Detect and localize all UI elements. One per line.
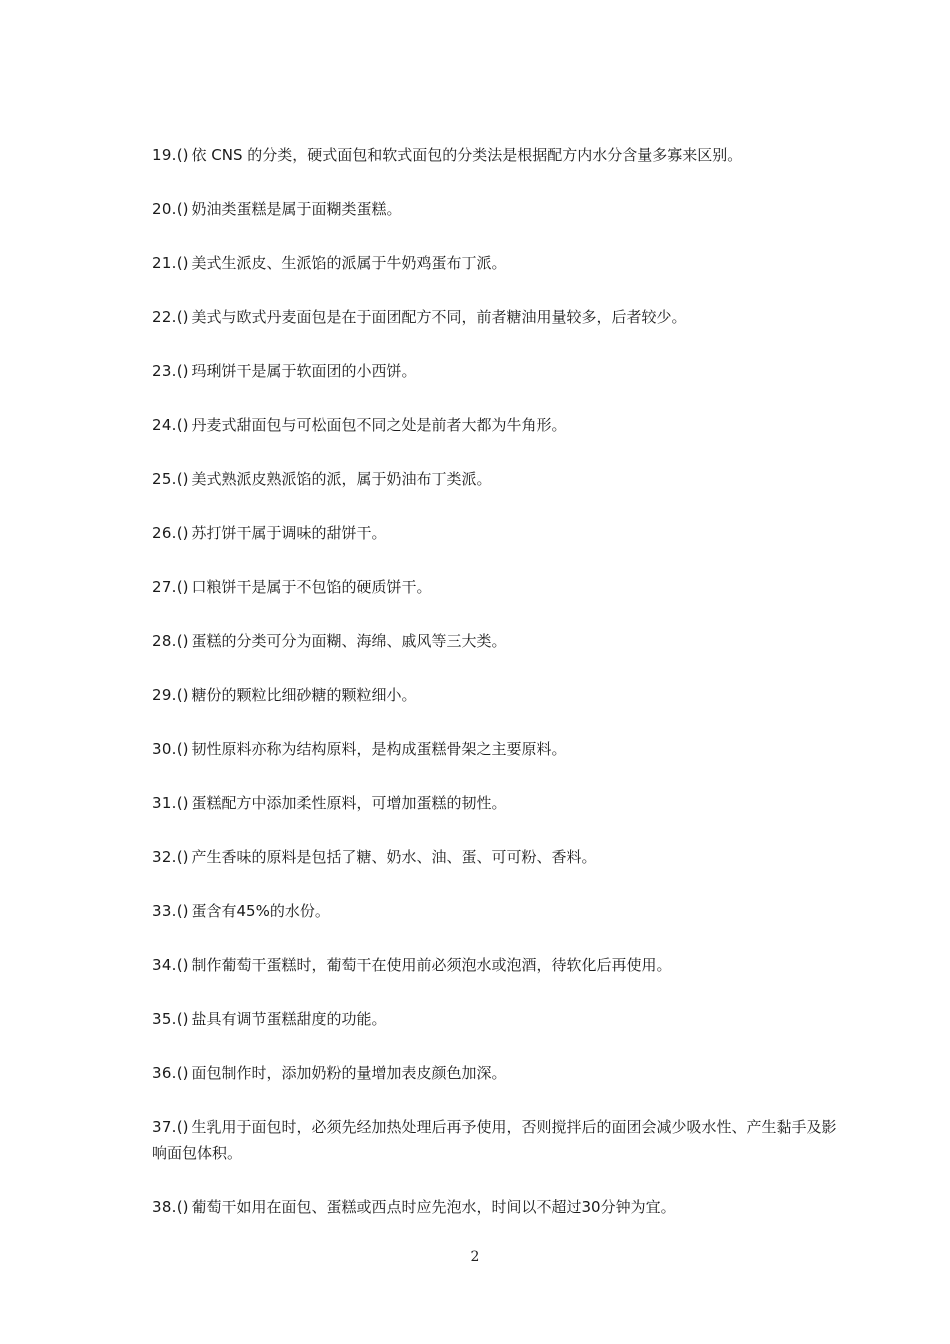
question-text: 盐具有调节蛋糕甜度的功能。 <box>191 1010 387 1028</box>
question-number: 33. <box>152 902 177 920</box>
question-number: 26. <box>152 524 177 542</box>
question-item <box>152 304 842 330</box>
question-number: 31. <box>152 794 177 812</box>
answer-blank: () <box>176 200 189 218</box>
question-number: 28. <box>152 632 177 650</box>
question-text: 丹麦式甜面包与可松面包不同之处是前者大都为牛角形。 <box>191 416 567 434</box>
question-text: 产生香味的原料是包括了糖、奶水、油、蛋、可可粉、香料。 <box>191 848 597 866</box>
question-item <box>152 196 842 222</box>
question-item <box>152 412 842 438</box>
question-item <box>152 574 842 600</box>
question-item <box>152 952 842 978</box>
question-item <box>152 790 842 816</box>
answer-blank: () <box>176 1198 189 1216</box>
question-list <box>152 142 842 1248</box>
answer-blank: () <box>176 1010 189 1028</box>
answer-blank: () <box>176 146 189 164</box>
question-text: 美式生派皮、生派馅的派属于牛奶鸡蛋布丁派。 <box>191 254 507 272</box>
answer-blank: () <box>176 1064 189 1082</box>
question-item <box>152 1060 842 1086</box>
question-number: 37. <box>152 1118 177 1136</box>
question-number: 23. <box>152 362 177 380</box>
question-item <box>152 736 842 762</box>
question-text: 苏打饼干属于调味的甜饼干。 <box>191 524 387 542</box>
answer-blank: () <box>176 578 189 596</box>
question-number: 35. <box>152 1010 177 1028</box>
question-text: 面包制作时，添加奶粉的量增加表皮颜色加深。 <box>191 1064 507 1082</box>
answer-blank: () <box>176 632 189 650</box>
answer-blank: () <box>176 524 189 542</box>
question-number: 20. <box>152 200 177 218</box>
answer-blank: () <box>176 470 189 488</box>
question-item <box>152 1114 842 1166</box>
answer-blank: () <box>176 740 189 758</box>
question-item <box>152 844 842 870</box>
question-text: 依 CNS 的分类，硬式面包和软式面包的分类法是根据配方内水分含量多寡来区别。 <box>191 146 743 164</box>
answer-blank: () <box>176 254 189 272</box>
question-text: 美式与欧式丹麦面包是在于面团配方不同，前者糖油用量较多，后者较少。 <box>191 308 687 326</box>
answer-blank: () <box>176 902 189 920</box>
question-item <box>152 520 842 546</box>
question-item <box>152 898 842 924</box>
answer-blank: () <box>176 308 189 326</box>
question-item <box>152 250 842 276</box>
question-text: 糖份的颗粒比细砂糖的颗粒细小。 <box>191 686 417 704</box>
question-number: 38. <box>152 1198 177 1216</box>
question-text: 制作葡萄干蛋糕时，葡萄干在使用前必须泡水或泡酒，待软化后再使用。 <box>191 956 672 974</box>
answer-blank: () <box>176 848 189 866</box>
answer-blank: () <box>176 362 189 380</box>
answer-blank: () <box>176 956 189 974</box>
question-number: 25. <box>152 470 177 488</box>
question-text: 蛋含有45%的水份。 <box>191 902 330 920</box>
question-text: 奶油类蛋糕是属于面糊类蛋糕。 <box>191 200 402 218</box>
question-number: 29. <box>152 686 177 704</box>
question-item <box>152 466 842 492</box>
question-text: 韧性原料亦称为结构原料，是构成蛋糕骨架之主要原料。 <box>191 740 567 758</box>
question-text: 生乳用于面包时，必须先经加热处理后再予使用，否则搅拌后的面团会减少吸水性、产生黏手及影响面包体积。 <box>152 1118 837 1162</box>
question-number: 22. <box>152 308 177 326</box>
answer-blank: () <box>176 1118 189 1136</box>
question-number: 24. <box>152 416 177 434</box>
question-text: 美式熟派皮熟派馅的派，属于奶油布丁类派。 <box>191 470 492 488</box>
question-text: 葡萄干如用在面包、蛋糕或西点时应先泡水，时间以不超过30分钟为宜。 <box>191 1198 676 1216</box>
question-number: 32. <box>152 848 177 866</box>
answer-blank: () <box>176 794 189 812</box>
question-item <box>152 358 842 384</box>
question-number: 27. <box>152 578 177 596</box>
question-item <box>152 1194 842 1220</box>
question-number: 30. <box>152 740 177 758</box>
question-text: 玛琍饼干是属于软面团的小西饼。 <box>191 362 417 380</box>
question-number: 36. <box>152 1064 177 1082</box>
question-item <box>152 682 842 708</box>
question-text: 蛋糕的分类可分为面糊、海绵、戚风等三大类。 <box>191 632 507 650</box>
question-number: 19. <box>152 146 177 164</box>
question-text: 口粮饼干是属于不包馅的硬质饼干。 <box>191 578 432 596</box>
question-number: 34. <box>152 956 177 974</box>
question-item <box>152 1006 842 1032</box>
question-item <box>152 628 842 654</box>
question-item <box>152 142 842 168</box>
answer-blank: () <box>176 416 189 434</box>
question-number: 21. <box>152 254 177 272</box>
answer-blank: () <box>176 686 189 704</box>
page-number: 2 <box>470 1249 480 1265</box>
question-text: 蛋糕配方中添加柔性原料，可增加蛋糕的韧性。 <box>191 794 507 812</box>
